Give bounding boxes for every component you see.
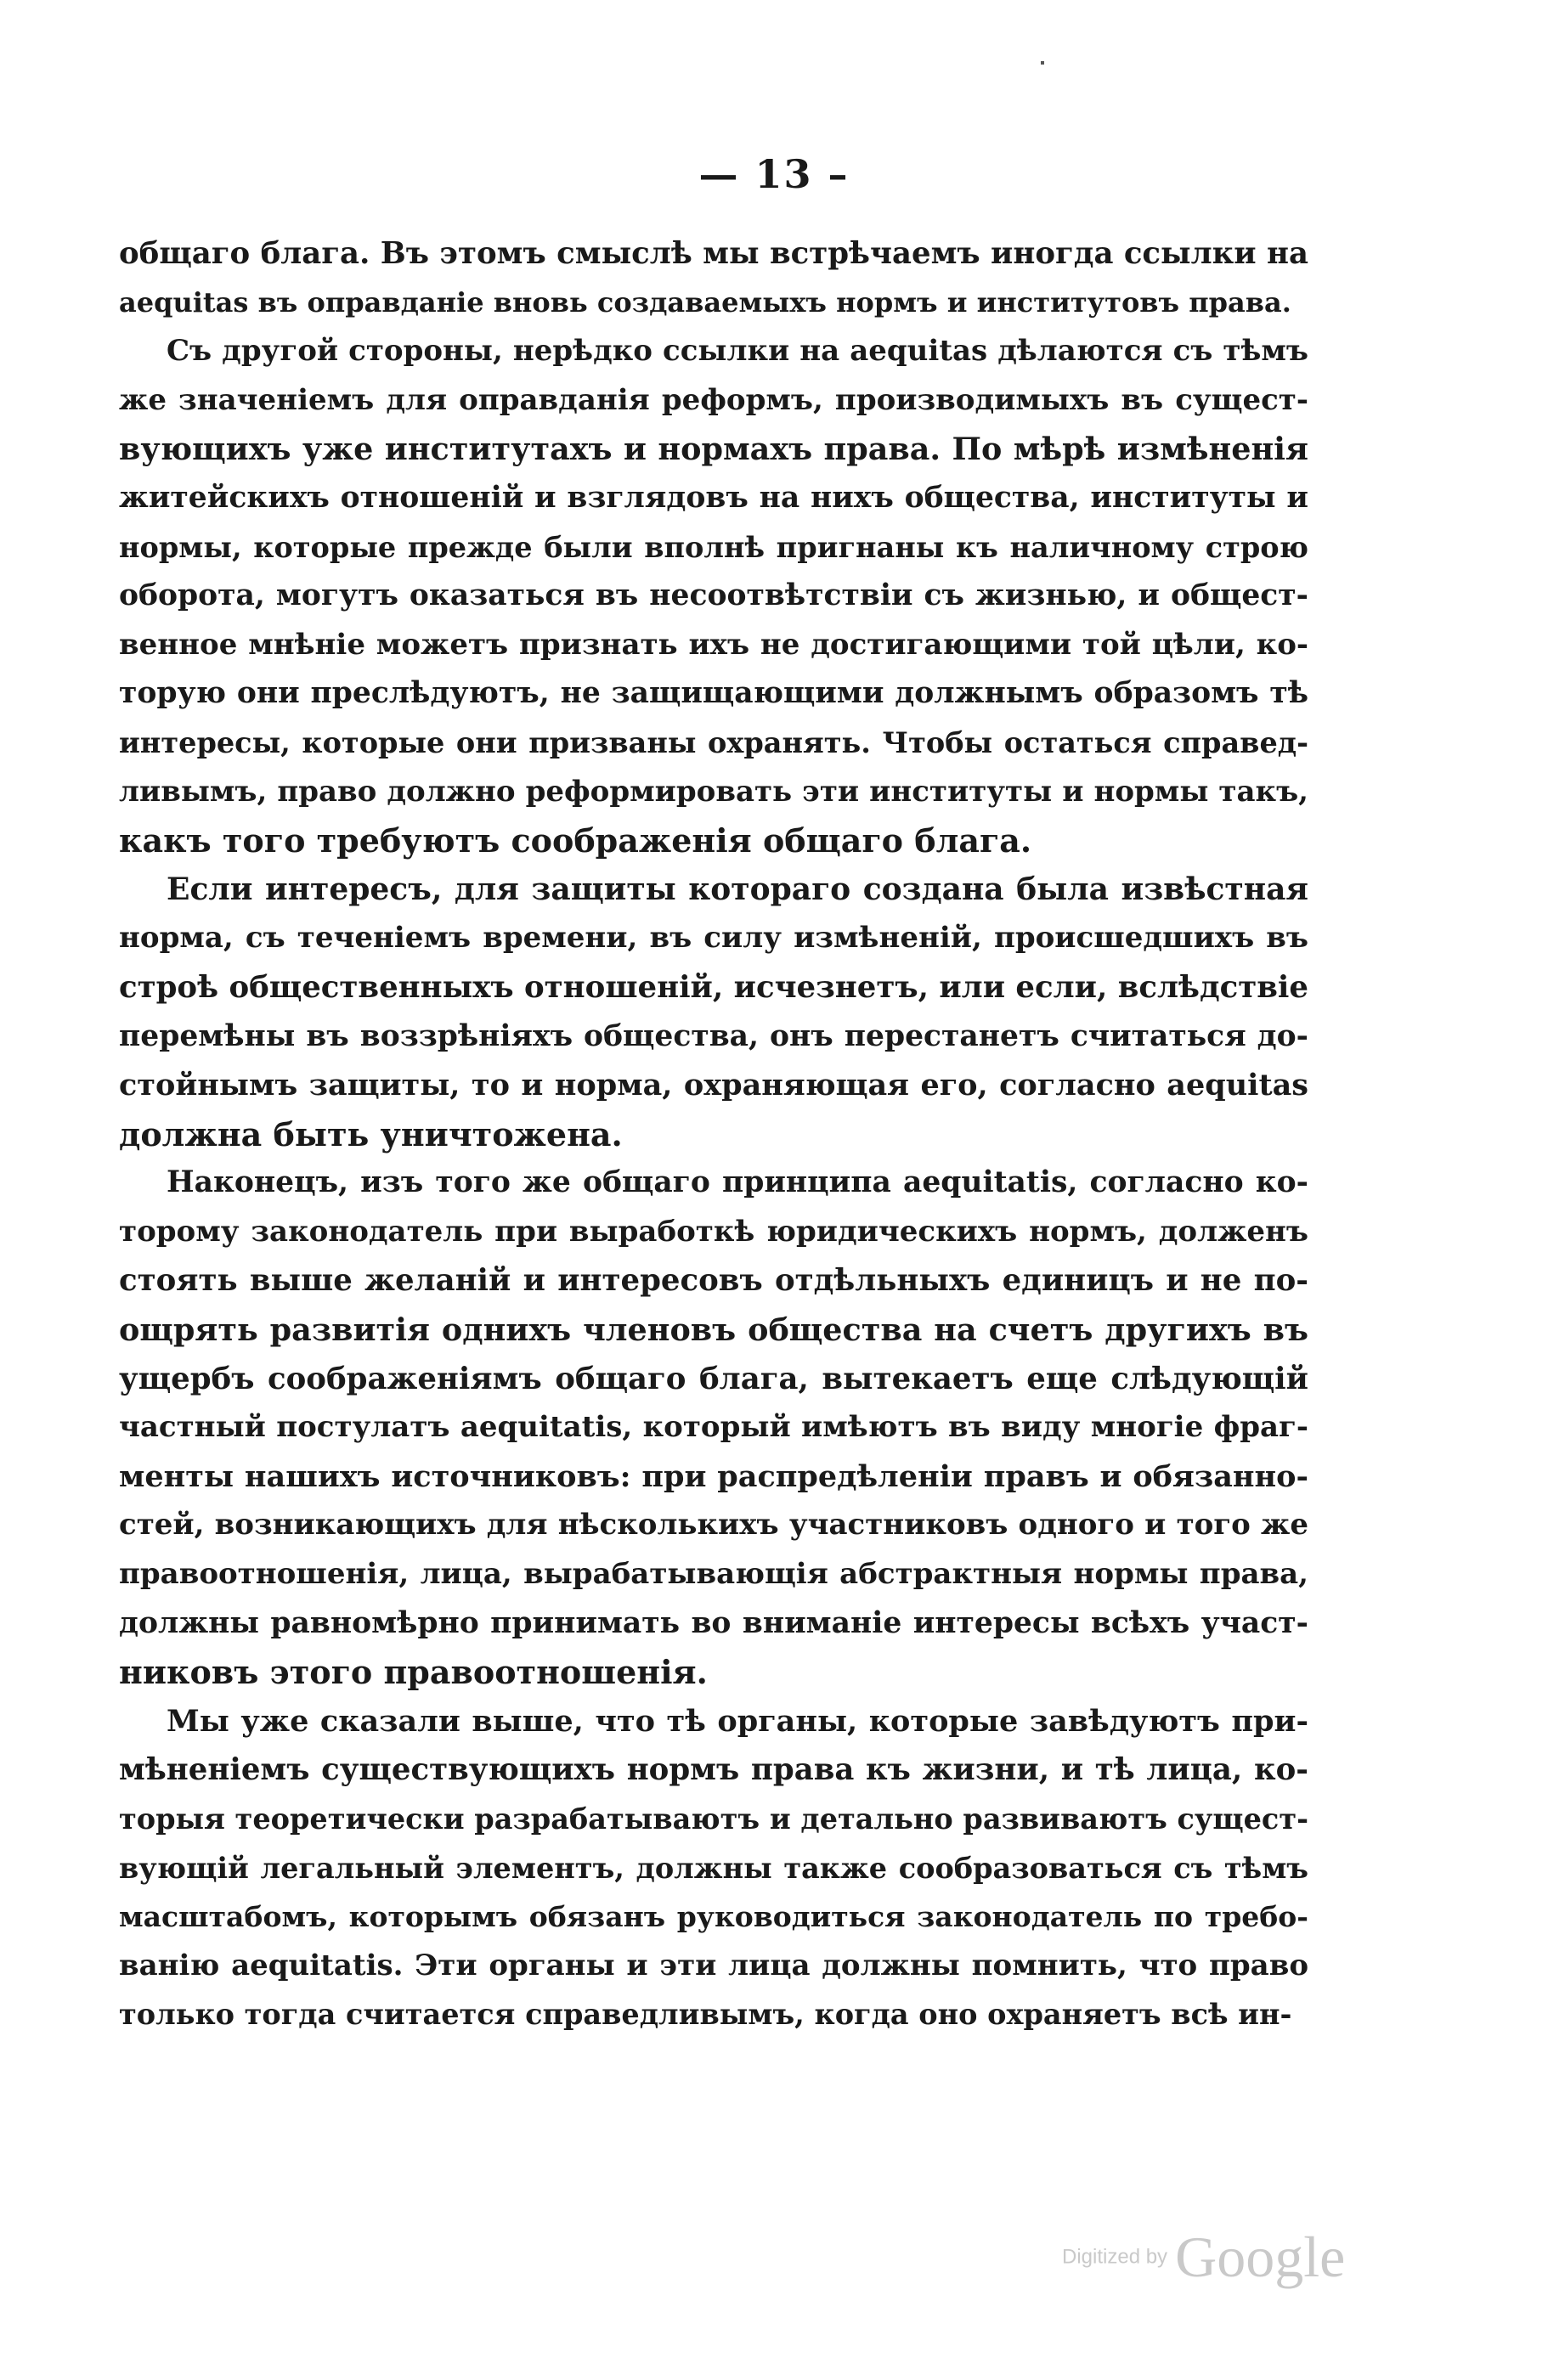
- text-line: вующихъ уже институтахъ и нормахъ права. По мѣрѣ измѣненія: [119, 431, 1308, 468]
- paragraph: [119, 866, 1308, 1159]
- text-line: ощрять развитія однихъ членовъ общества на счетъ другихъ въ: [119, 1311, 1308, 1349]
- text-line: стойнымъ защиты, то и норма, охраняющая его, согласно aequitas: [119, 1068, 1308, 1103]
- text-line: торому законодатель при выработкѣ юридическихъ нормъ, долженъ: [119, 1214, 1308, 1249]
- paragraph: [119, 1159, 1308, 1697]
- body-text: [119, 229, 1308, 2039]
- text-line: торыя теоретически разрабатываютъ и детально развиваютъ сущест-: [119, 1802, 1308, 1836]
- text-line: aequitas въ оправданіе вновь создаваемыхъ нормъ и институтовъ права.: [119, 285, 1291, 319]
- paragraph: [119, 1697, 1308, 2039]
- paragraph: [119, 327, 1308, 866]
- text-line: Наконецъ, изъ того же общаго принципа aequitatis, согласно ко-: [167, 1165, 1308, 1200]
- text-line: житейскихъ отношеній и взглядовъ на нихъ общества, институты и: [119, 480, 1308, 515]
- digitized-by-label: Digitized by: [1062, 2245, 1168, 2269]
- text-line: стоять выше желаній и интересовъ отдѣльныхъ единицъ и не по-: [119, 1263, 1308, 1299]
- scan-speck: [1041, 61, 1044, 65]
- text-line: должны равномѣрно принимать во вниманіе интересы всѣхъ участ-: [119, 1605, 1308, 1640]
- page-number: — 13 –: [698, 151, 850, 197]
- text-line: оборота, могутъ оказаться въ несоотвѣтствіи съ жизнью, и общест-: [119, 578, 1308, 613]
- text-line: частный постулатъ aequitatis, который имѣютъ въ виду многіе фраг-: [119, 1410, 1308, 1445]
- text-line: норма, съ теченіемъ времени, въ силу измѣненій, происшедшихъ въ: [119, 921, 1308, 956]
- text-line: нормы, которые прежде были вполнѣ пригнаны къ наличному строю: [119, 530, 1308, 564]
- text-line: торую они преслѣдуютъ, не защищающими должнымъ образомъ тѣ: [119, 676, 1308, 711]
- text-line: перемѣны въ воззрѣніяхъ общества, онъ перестанетъ считаться до-: [119, 1018, 1308, 1053]
- text-line: же значеніемъ для оправданія реформъ, производимыхъ въ сущест-: [119, 382, 1308, 417]
- text-line: должна быть уничтожена.: [119, 1114, 623, 1153]
- text-line: масштабомъ, которымъ обязанъ руководиться законодатель по требо-: [119, 1900, 1308, 1934]
- text-line: стей, возникающихъ для нѣсколькихъ участниковъ одного и того же: [119, 1508, 1308, 1542]
- text-line: правоотношенія, лица, вырабатывающія абстрактныя нормы права,: [119, 1557, 1308, 1592]
- text-line: Мы уже сказали выше, что тѣ органы, которые завѣдуютъ при-: [167, 1703, 1308, 1739]
- text-line: Съ другой стороны, нерѣдко ссылки на aequitas дѣлаются съ тѣмъ: [167, 334, 1308, 369]
- text-line: ванію aequitatis. Эти органы и эти лица должны помнить, что право: [119, 1948, 1308, 1982]
- text-line: ливымъ, право должно реформировать эти институты и нормы такъ,: [119, 774, 1308, 809]
- text-line: никовъ этого правоотношенія.: [119, 1653, 708, 1692]
- paragraph: [119, 229, 1308, 327]
- text-line: строѣ общественныхъ отношеній, исчезнетъ, или если, вслѣдствіе: [119, 969, 1308, 1005]
- text-line: ущербъ соображеніямъ общаго блага, вытекаетъ еще слѣдующій: [119, 1361, 1308, 1396]
- text-line: мѣненіемъ существующихъ нормъ права къ жизни, и тѣ лица, ко-: [119, 1752, 1308, 1788]
- text-line: общаго блага. Въ этомъ смыслѣ мы встрѣчаемъ иногда ссылки на: [119, 236, 1308, 271]
- text-line: вующій легальный элементъ, должны также сообразоваться съ тѣмъ: [119, 1851, 1308, 1885]
- text-line: менты нашихъ источниковъ: при распредѣленіи правъ и обязанно-: [119, 1458, 1308, 1494]
- google-logo: Google: [1175, 2225, 1346, 2289]
- text-line: интересы, которые они призваны охранять. Чтобы остаться справед-: [119, 725, 1308, 759]
- text-line: Если интересъ, для защиты котораго создана была извѣстная: [167, 871, 1308, 907]
- text-line: какъ того требуютъ соображенія общаго блага.: [119, 821, 1032, 860]
- text-line: венное мнѣніе можетъ признать ихъ не достигающими той цѣли, ко-: [119, 627, 1308, 662]
- digitized-by-google-watermark: [1062, 2224, 1345, 2291]
- text-line: только тогда считается справедливымъ, когда оно охраняетъ всѣ ин-: [119, 1998, 1292, 2032]
